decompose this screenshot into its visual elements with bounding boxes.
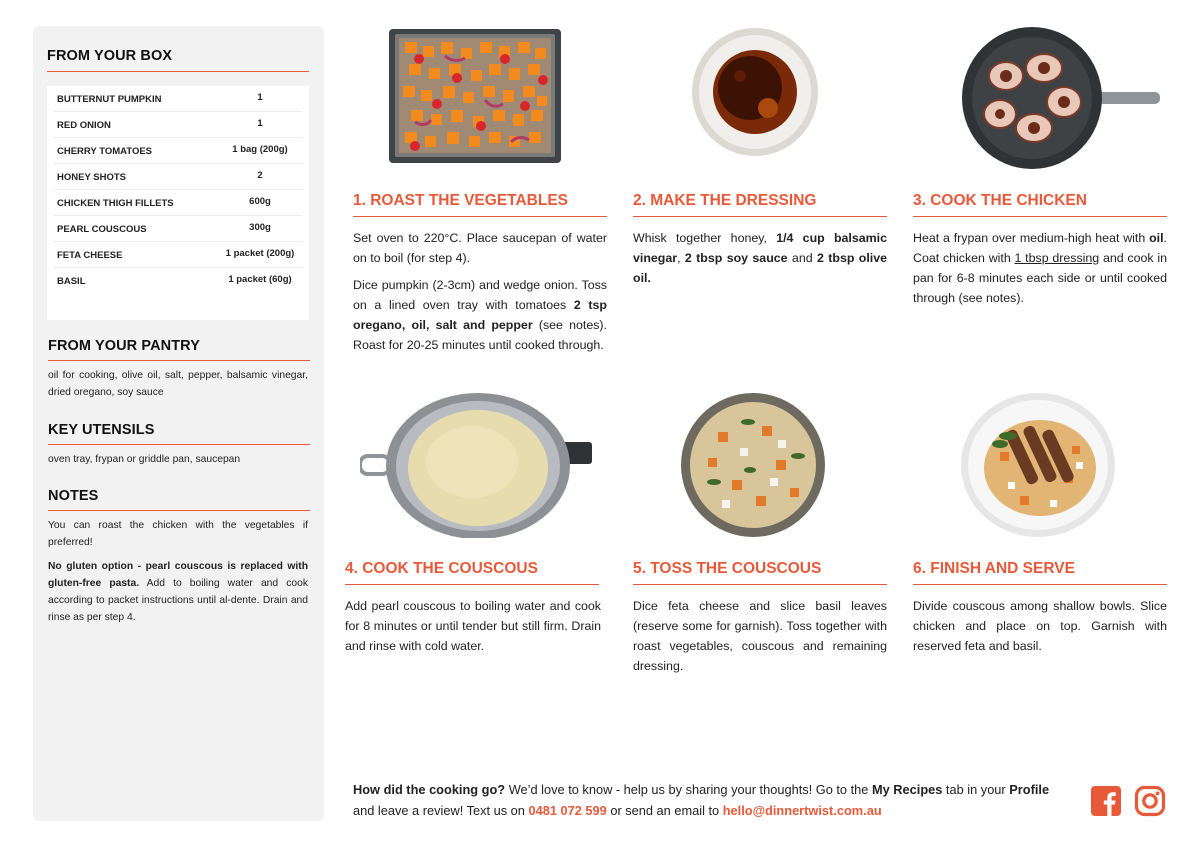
step-1-rule (353, 216, 607, 217)
ingredient-qty: 1 packet (200g) (225, 248, 295, 259)
ingredient-qty: 1 bag (200g) (232, 144, 288, 155)
dressing-bowl-photo (690, 26, 820, 158)
ingredient-qty: 1 packet (60g) (228, 274, 292, 285)
step-2-text (633, 228, 887, 288)
ingredient-qty: 1 (257, 92, 263, 103)
ingredient-name: RED ONION (57, 120, 111, 131)
step-2-rule (633, 216, 887, 217)
heading-rule (48, 360, 310, 361)
step-4-rule (345, 584, 599, 585)
my-recipes-label: My Recipes (871, 782, 943, 797)
chicken-pan-photo (960, 26, 1160, 170)
key-utensils-heading: KEY UTENSILS (48, 422, 155, 438)
finished-dish-photo (960, 392, 1116, 538)
text-run: Whisk together honey, (633, 231, 777, 245)
step-6-text: Divide couscous among shallow bowls. Slice chicken and place on top. Garnish with reserved feta and basil. (913, 599, 1167, 653)
heading-rule (47, 71, 309, 72)
bold-run: 2 tbsp soy sauce (684, 251, 788, 265)
bold-run: 1/4 cup balsamic vinegar (633, 231, 887, 265)
ingredient-qty: 2 (257, 170, 263, 181)
text-run: . Coat chicken with (913, 231, 1167, 265)
step-1-title: 1. ROAST THE VEGETABLES (353, 192, 569, 209)
ingredient-qty: 1 (257, 118, 263, 129)
facebook-icon[interactable] (1090, 785, 1122, 817)
step-3-rule (913, 216, 1167, 217)
note-text: Add to boiling water and cook according to packet instructions until al-dente. Drain and rinse as per step 4. (48, 578, 309, 623)
ingredient-name: FETA CHEESE (57, 250, 123, 261)
note-bold-text: No gluten option - pearl couscous is replaced with gluten-free pasta. (48, 561, 308, 589)
bold-run: 2 tbsp olive oil. (633, 251, 888, 285)
couscous-strainer-photo (360, 392, 592, 538)
step-4-title: 4. COOK THE COUSCOUS (345, 560, 538, 577)
ingredient-name: HONEY SHOTS (57, 172, 126, 183)
ingredient-row (47, 268, 309, 294)
utensils-text: oven tray, frypan or griddle pan, saucepan (48, 454, 241, 465)
text-run: and cook in pan for 6-8 minutes each side or until cooked through (see notes). (913, 251, 1167, 305)
from-your-pantry-heading: FROM YOUR PANTRY (48, 338, 200, 354)
step-5-text: Dice feta cheese and slice basil leaves (reserve some for garnish). Toss together with roast vegetables, couscous and remaining dressing. (633, 599, 887, 673)
instagram-icon[interactable] (1134, 785, 1166, 817)
ingredient-row (47, 86, 309, 112)
ingredient-qty: 300g (249, 222, 271, 233)
step-5-rule (633, 584, 887, 585)
ingredient-row (47, 216, 309, 242)
note-gluten-free (48, 558, 308, 626)
pantry-text: oil for cooking, olive oil, salt, pepper, balsamic vinegar, dried oregano, soy sauce (48, 370, 308, 398)
underlined-run: 1 tbsp dressing (1014, 251, 1100, 265)
ingredient-row (47, 190, 309, 216)
ingredient-name: CHERRY TOMATOES (57, 146, 153, 157)
from-your-box-heading: FROM YOUR BOX (47, 48, 173, 64)
text-run: Dice pumpkin (2-3cm) and wedge onion. Toss on a lined oven tray with tomatoes (353, 278, 607, 312)
step-5-title: 5. TOSS THE COUSCOUS (633, 560, 822, 577)
step-1-para-1: Set oven to 220°C. Place saucepan of water on to boil (for step 4). (353, 231, 607, 265)
ingredient-row (47, 112, 309, 138)
ingredient-name: CHICKEN THIGH FILLETS (57, 198, 174, 209)
step-6-title: 6. FINISH AND SERVE (913, 560, 1075, 577)
step-3-text (913, 228, 1167, 308)
step-3-title: 3. COOK THE CHICKEN (913, 192, 1087, 209)
profile-label: Profile (1009, 782, 1050, 797)
text-run: (see notes). Roast for 20-25 minutes until cooked through. (353, 318, 607, 352)
step-2-title: 2. MAKE THE DRESSING (633, 192, 817, 209)
roast-vegetables-photo (385, 26, 565, 166)
notes-heading: NOTES (48, 488, 99, 504)
text-run: and leave a review! Text us on (353, 803, 529, 818)
ingredient-row (47, 242, 309, 268)
note-roast-chicken: You can roast the chicken with the vegetables if preferred! (48, 520, 308, 548)
ingredients-table (47, 86, 309, 320)
step-4-text: Add pearl couscous to boiling water and cook for 8 minutes or until tender but still firm. Drain and rinse with cold water. (345, 599, 601, 653)
ingredient-name: BASIL (57, 276, 86, 287)
text-run: , (677, 251, 685, 265)
phone-number[interactable]: 0481 072 599 (528, 803, 607, 818)
bold-run: oil (1149, 231, 1164, 245)
bold-run: 2 tsp oregano, oil, salt and pepper (353, 298, 607, 332)
step-6-rule (913, 584, 1167, 585)
step-1-text (353, 228, 607, 355)
sidebar (33, 26, 324, 821)
text-run: Heat a frypan over medium-high heat with (913, 231, 1150, 245)
heading-rule (48, 444, 310, 445)
text-run: and (787, 251, 817, 265)
text-run: We’d love to know - help us by sharing your thoughts! Go to the (505, 782, 872, 797)
email-link[interactable]: hello@dinnertwist.com.au (722, 803, 882, 818)
heading-rule (48, 510, 310, 511)
tossed-couscous-photo (678, 392, 828, 538)
ingredient-name: BUTTERNUT PUMPKIN (57, 94, 162, 105)
ingredient-qty: 600g (249, 196, 271, 207)
footer-question: How did the cooking go? (353, 782, 506, 797)
ingredient-row (47, 164, 309, 190)
text-run: or send an email to (606, 803, 723, 818)
feedback-footer (353, 779, 1073, 821)
ingredient-name: PEARL COUSCOUS (57, 224, 147, 235)
ingredient-row (47, 138, 309, 164)
text-run: tab in your (942, 782, 1010, 797)
step-1-para-2 (353, 275, 607, 355)
